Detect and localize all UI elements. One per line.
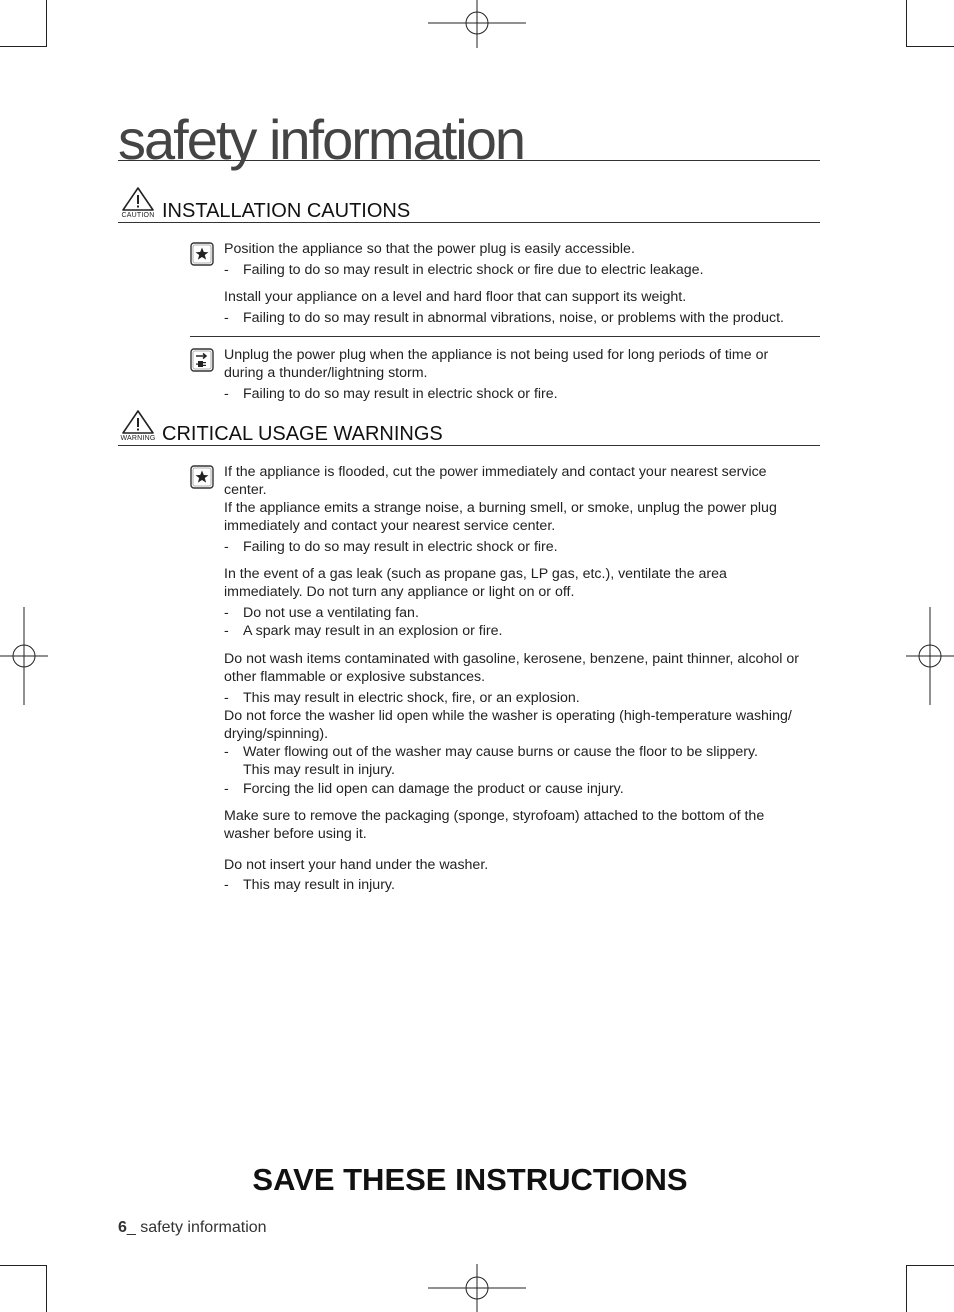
bullet-dash: - [224,539,229,555]
text-line: If the appliance emits a strange noise, a burning smell, or smoke, unplug the power plug [224,500,777,516]
page-number: 6 [118,1219,127,1236]
star-icon [190,465,214,489]
crop-mark [46,0,47,47]
crop-mark [906,0,907,47]
text-line: center. [224,482,267,498]
bullet-text: Failing to do so may result in electric shock or fire. [243,386,558,402]
text-line: This may result in injury. [243,762,395,778]
bullet-text: Failing to do so may result in electric shock or fire. [243,539,558,555]
text-line: washer before using it. [224,826,367,842]
text-line: other flammable or explosive substances. [224,669,486,685]
text-line: immediately and contact your nearest service center. [224,518,556,534]
text-line: Water flowing out of the washer may cause burns or cause the floor to be slippery. [243,744,758,760]
critical-usage-warnings-header [118,409,820,446]
bullet-text: This may result in electric shock, fire, or an explosion. [243,690,580,706]
text-line: In the event of a gas leak (such as propane gas, LP gas, etc.), ventilate the area [224,566,727,582]
instruction-text [224,807,824,843]
text-line: Make sure to remove the packaging (sponge, styrofoam) attached to the bottom of the [224,808,765,824]
text-line: If the appliance is flooded, cut the power immediately and contact your nearest service [224,464,767,480]
bullet-text: Do not use a ventilating fan. [243,605,419,621]
footer-separator: _ [126,1219,136,1236]
crop-mark [907,46,954,47]
star-icon [190,242,214,266]
instruction-text: Install your appliance on a level and hard floor that can support its weight. [224,289,687,305]
bullet-text: Failing to do so may result in abnormal vibrations, noise, or problems with the product. [243,310,784,326]
instruction-text: Do not insert your hand under the washer. [224,857,489,873]
bullet-dash: - [224,310,229,326]
bullet-dash: - [224,605,229,621]
text-line: Do not wash items contaminated with gasoline, kerosene, benzene, paint thinner, alcohol or [224,651,799,667]
instruction-text: Position the appliance so that the power plug is easily accessible. [224,241,635,257]
registration-mark-right [906,607,954,705]
footer-label: safety information [140,1219,267,1236]
registration-mark-top [428,0,526,48]
bullet-text: This may result in injury. [243,877,395,893]
crop-mark [0,46,47,47]
caution-label: CAUTION [121,212,155,219]
crop-mark [0,1265,47,1266]
warning-label: WARNING [120,435,156,442]
text-line: Unplug the power plug when the appliance is not being used for long periods of time or [224,347,769,363]
page-title-text: safety information [118,108,524,171]
crop-mark [907,1265,954,1266]
section-heading: INSTALLATION CAUTIONS [162,200,411,222]
crop-mark [906,1265,907,1312]
page-title [118,108,820,171]
bullet-dash: - [224,386,229,402]
page-footer [118,1219,267,1237]
instruction-text [224,707,824,743]
text-line: immediately. Do not turn any appliance or light on or off. [224,584,575,600]
instruction-text [224,565,824,601]
instruction-text [224,346,824,382]
bullet-dash: - [224,877,229,893]
bullet-text: Failing to do so may result in electric shock or fire due to electric leakage. [243,262,704,278]
bullet-text: A spark may result in an explosion or fire. [243,623,503,639]
registration-mark-left [0,607,48,705]
bullet-dash: - [224,623,229,639]
instruction-text [224,650,824,686]
instruction-text [224,463,824,535]
text-line: during a thunder/lightning storm. [224,365,428,381]
bullet-dash: - [224,690,229,706]
text-line: drying/spinning). [224,726,329,742]
bullet-text: Forcing the lid open can damage the product or cause injury. [243,781,624,797]
section-heading: CRITICAL USAGE WARNINGS [162,423,443,445]
save-instructions-banner: SAVE THESE INSTRUCTIONS [252,1162,688,1197]
installation-cautions-header [118,186,820,223]
text-line: Do not force the washer lid open while the washer is operating (high-temperature washing/ [224,708,792,724]
bullet-text [243,743,823,779]
bullet-dash: - [224,262,229,278]
section-divider [190,336,820,337]
bullet-dash: - [224,781,229,797]
crop-mark [46,1265,47,1312]
registration-mark-bottom [428,1264,526,1312]
bullet-dash: - [224,744,229,760]
unplug-icon [190,348,214,372]
